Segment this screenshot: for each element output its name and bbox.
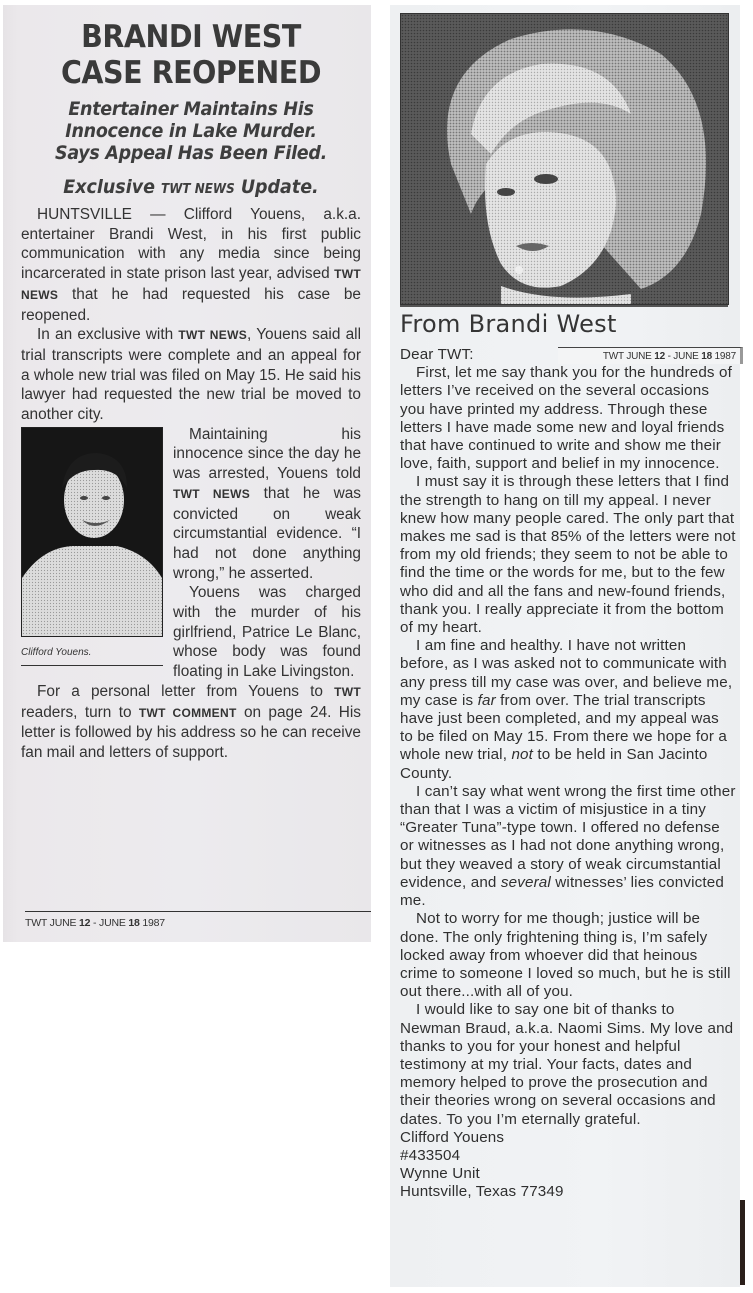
- dateline-pub: TWT JUNE: [25, 917, 77, 929]
- dateline-sep: - JUNE: [667, 351, 699, 362]
- headline-line: CASE REOPENED: [60, 55, 322, 91]
- tagline-brand: TWT NEWS: [161, 182, 235, 197]
- dateline-day: 18: [128, 917, 140, 929]
- emphasis: far: [477, 691, 496, 709]
- text: from over. The trial transcripts have just been completed, and my appeal was to be filed on May 15. From there we hope for a whole new trial,: [400, 691, 728, 764]
- photo-clifford-youens: [21, 427, 163, 637]
- letter-paragraph: [400, 637, 736, 783]
- inmate-number: #433504: [400, 1146, 461, 1164]
- photo-block-youens: [21, 427, 163, 667]
- text: I can’t say what went wrong the first time other than that I was a victim of misjustice in a tiny “Greater Tuna”-type town. I offered no defense or witnesses as I had not done anything wrong, but they weaved a story of weak circumstantial evidence, and: [400, 782, 736, 891]
- dateline-day: 12: [79, 917, 91, 929]
- letter-paragraph: [400, 783, 736, 910]
- dateline-year: 1987: [714, 351, 736, 362]
- text: HUNTSVILLE — Clifford Youens, a.k.a. entertainer Brandi West, in his first public communication with any media since being incarcerated in state prison last year, advised: [21, 206, 361, 283]
- portrait-man-icon: [22, 428, 162, 636]
- headline: [35, 19, 348, 91]
- dateline-pub: TWT JUNE: [602, 351, 652, 362]
- text: to be held in San Jacinto County.: [400, 746, 708, 782]
- dateline-day: 18: [701, 351, 712, 362]
- news-clipping-case-reopened: [3, 5, 371, 942]
- article-paragraph: [21, 682, 361, 763]
- text: For a personal letter from Youens to: [37, 682, 323, 700]
- tagline-suffix: Update.: [240, 176, 319, 198]
- article-body: [21, 205, 361, 763]
- brand-name: TWT NEWS: [21, 267, 361, 302]
- text: on page 24. His letter is followed by his address so he can receive fan mail and letters of support.: [21, 703, 361, 761]
- text: I am fine and healthy. I have not written before, as I was asked not to communicate with any press till my case was over, and believe me, my case is: [400, 637, 733, 709]
- article-paragraph: [21, 325, 361, 425]
- dateline-sep: - JUNE: [93, 917, 126, 929]
- brand-name: TWT NEWS: [173, 486, 251, 501]
- subhead-line: Entertainer Maintains His: [68, 98, 314, 120]
- address-city: Huntsville, Texas 77349: [400, 1183, 564, 1201]
- text: Maintaining his innocence since the day he was arrested, Youens told: [173, 425, 361, 483]
- brand-name: TWT NEWS: [178, 328, 248, 343]
- page-edge: [740, 1200, 745, 1285]
- subhead-line: Innocence in Lake Murder.: [65, 120, 317, 142]
- headline-line: BRANDI WEST: [81, 19, 301, 55]
- letter-body: [400, 346, 736, 1202]
- article-paragraph: [21, 205, 361, 325]
- tagline-prefix: Exclusive: [63, 176, 155, 198]
- emphasis: not: [511, 746, 534, 764]
- brand-name: TWT COMMENT: [138, 705, 237, 720]
- letter-salutation: Dear TWT:: [400, 346, 474, 363]
- dateline-day: 12: [654, 351, 665, 362]
- subhead-line: Says Appeal Has Been Filed.: [55, 142, 327, 164]
- text: , Youens said all trial transcripts were complete and an appeal for a whole new trial was filed on May 15. He said his lawyer had requested the new trial be moved to another city.: [21, 326, 361, 424]
- address-unit: Wynne Unit: [400, 1165, 480, 1183]
- issue-dateline: [25, 911, 371, 929]
- letter-paragraph: Not to worry for me though; justice will be done. The only frightening thing is, I’m safely locked away from whoever did that heinous crime to someone I loved so much, but he is still out there...with all of you.: [400, 910, 731, 1001]
- emphasis: several: [500, 873, 551, 891]
- photo-brandi-west: [400, 13, 729, 305]
- article-paragraph: Youens was charged with the murder of his girlfriend, Patrice Le Blanc, whose body was found floating in Lake Livingston.: [173, 584, 361, 681]
- text: readers, turn to: [21, 703, 132, 721]
- letter-paragraph: First, let me say thank you for the hundreds of letters I’ve received on the several occasions you have printed my address. Through these letters I have made some new and loyal friends that have continued to write and show me their love, faith, support and belief in my innocence.: [400, 364, 733, 473]
- photo-caption: Clifford Youens.: [21, 643, 163, 667]
- exclusive-tagline: [35, 176, 348, 201]
- text: witnesses’ lies convicted me.: [400, 873, 724, 910]
- portrait-woman-icon: [401, 14, 728, 304]
- dateline-year: 1987: [142, 917, 165, 929]
- column-title: From Brandi West: [400, 310, 617, 338]
- title-rule: [400, 305, 728, 307]
- letter-paragraph: I must say it is through these letters that I find the strength to hang on till my appeal. I never knew how many people cared. The only part that makes me sad is that 85% of the letters were not from my old friends; they seem to not be able to find the time or the words for me, but to the few who did and all the fans and new-found friends, thank you. I really appreciate it from the bottom of my heart.: [400, 473, 736, 637]
- letter-paragraph: I would like to say one bit of thanks to Newman Braud, a.k.a. Naomi Sims. My love and thanks to you for your honest and helpful testimony at my trial. Your facts, dates and memory helped to prove the prosecution and their theories wrong on several occasions and dates. To you I’m eternally grateful.: [400, 1001, 734, 1128]
- brand-name: TWT: [334, 684, 361, 699]
- text: In an exclusive with: [37, 326, 174, 344]
- news-clipping-letter: [390, 5, 740, 1287]
- subheadline: [35, 98, 348, 164]
- text: that he was convicted on weak circumstantial evidence. “I had not done anything wrong,” he asserted.: [173, 484, 361, 582]
- signature-name: Clifford Youens: [400, 1128, 505, 1146]
- text: that he had requested his case be reopened.: [21, 285, 361, 324]
